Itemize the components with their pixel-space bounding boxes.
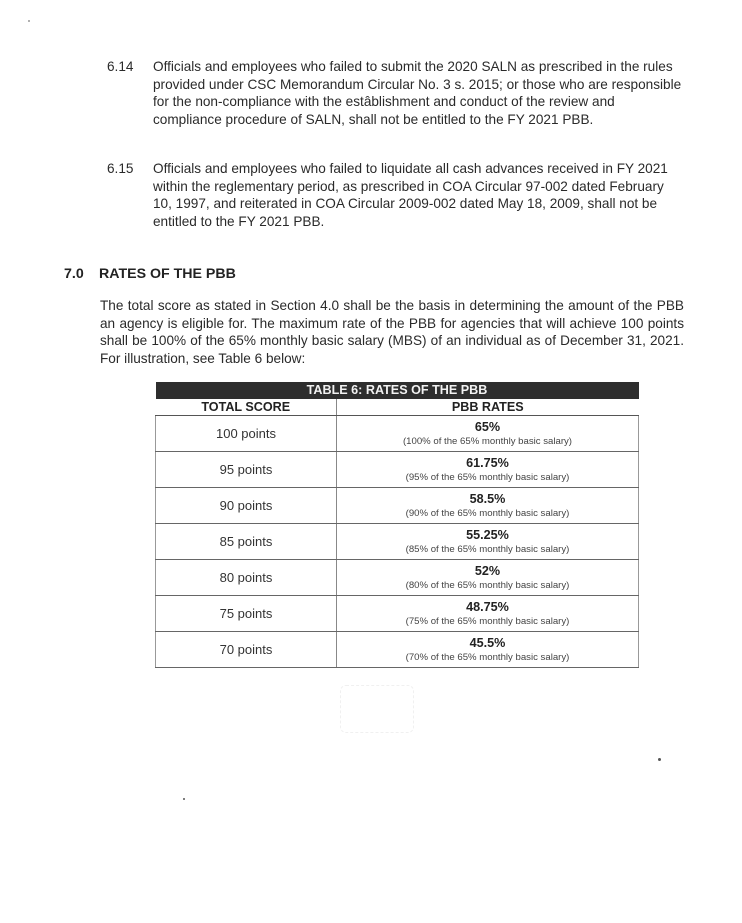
faded-stamp-mark <box>340 685 414 733</box>
rate-note: (95% of the 65% monthly basic salary) <box>405 472 570 483</box>
rate-value: 48.75% <box>466 600 509 614</box>
table-row <box>156 452 639 488</box>
rate-value: 61.75% <box>466 456 509 470</box>
score-cell: 90 points <box>156 488 337 524</box>
rate-value: 55.25% <box>466 528 509 542</box>
rate-cell <box>337 560 639 596</box>
rate-cell <box>337 524 639 560</box>
scan-speck <box>28 20 30 22</box>
rate-value: 52% <box>474 564 501 578</box>
table-row <box>156 560 639 596</box>
rate-note: (75% of the 65% monthly basic salary) <box>405 616 570 627</box>
scan-speck <box>658 758 661 761</box>
rate-value: 45.5% <box>469 636 506 650</box>
table-row <box>156 632 639 668</box>
score-cell: 100 points <box>156 416 337 452</box>
table-row <box>156 524 639 560</box>
header-total-score: TOTAL SCORE <box>156 399 337 416</box>
rate-cell <box>337 596 639 632</box>
paragraph-text: Officials and employees who failed to submit the 2020 SALN as prescribed in the rules provided under CSC Memorandum Circular No. 3 s. 2015; or those who are responsible for the non-compliance with the estâblishment and conduct of the review and compliance procedure of SALN, shall not be entitled to the FY 2021 PBB. <box>153 59 682 127</box>
rates-table <box>155 382 639 668</box>
scan-speck <box>183 798 185 800</box>
rate-cell <box>337 488 639 524</box>
section-title: RATES OF THE PBB <box>99 266 236 282</box>
table-row <box>156 488 639 524</box>
score-cell: 95 points <box>156 452 337 488</box>
section-number: 7.0 <box>64 266 84 282</box>
table-row <box>156 416 639 452</box>
table-header-row <box>156 399 639 416</box>
rate-note: (80% of the 65% monthly basic salary) <box>405 580 570 591</box>
score-cell: 70 points <box>156 632 337 668</box>
rate-note: (90% of the 65% monthly basic salary) <box>405 508 570 519</box>
rate-note: (100% of the 65% monthly basic salary) <box>402 436 573 447</box>
table-row <box>156 596 639 632</box>
rate-cell <box>337 416 639 452</box>
header-pbb-rates: PBB RATES <box>337 399 639 416</box>
section-intro: The total score as stated in Section 4.0 shall be the basis in determining the amount of the PBB an agency is eligible for. The maximum rate of the PBB for agencies that will achieve 100 points shall be 100% of the 65% monthly basic salary (MBS) of an individual as of December 31, 2021. For illustration, see Table 6 below: <box>100 298 684 366</box>
rate-value: 65% <box>474 420 501 434</box>
rate-note: (70% of the 65% monthly basic salary) <box>405 652 570 663</box>
paragraph-number: 6.14 <box>107 59 134 74</box>
rate-value: 58.5% <box>469 492 506 506</box>
score-cell: 75 points <box>156 596 337 632</box>
rate-cell <box>337 452 639 488</box>
paragraph-text: Officials and employees who failed to liquidate all cash advances received in FY 2021 within the reglementary period, as prescribed in COA Circular 97-002 dated February 10, 1997, and reiterated in COA Circular 2009-002 dated May 18, 2009, shall not be entitled to the FY 2021 PBB. <box>153 161 668 229</box>
rate-cell <box>337 632 639 668</box>
rate-note: (85% of the 65% monthly basic salary) <box>405 544 570 555</box>
table-caption: TABLE 6: RATES OF THE PBB <box>156 382 639 399</box>
score-cell: 80 points <box>156 560 337 596</box>
paragraph-number: 6.15 <box>107 161 134 176</box>
score-cell: 85 points <box>156 524 337 560</box>
